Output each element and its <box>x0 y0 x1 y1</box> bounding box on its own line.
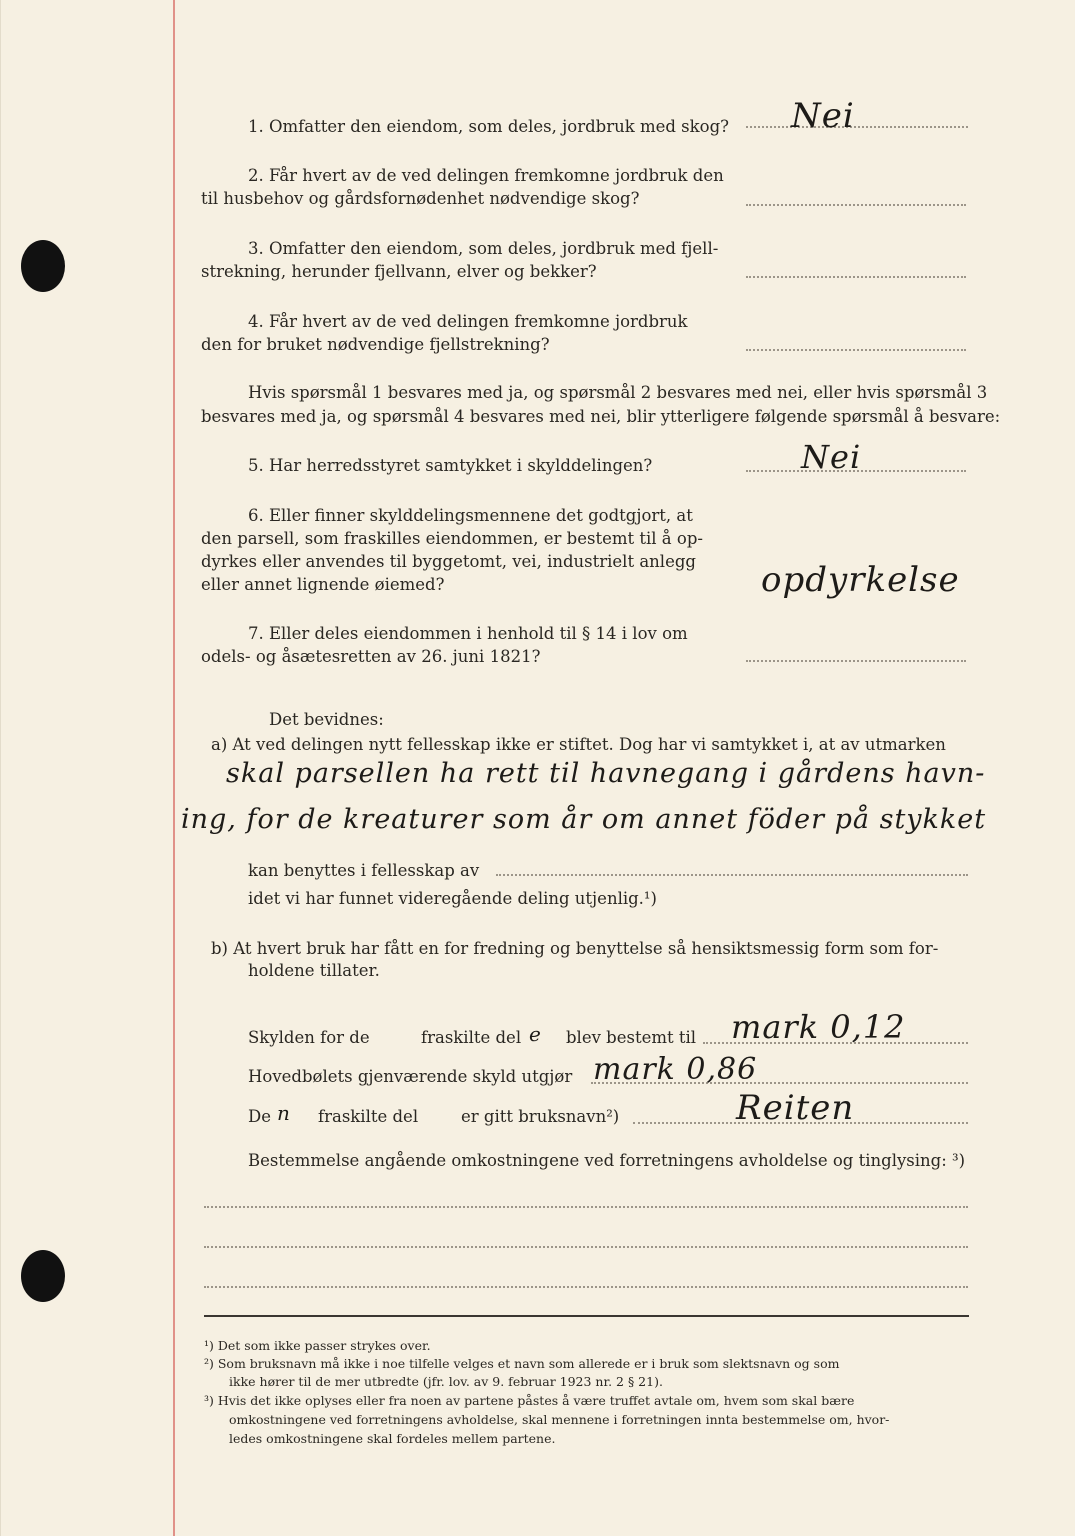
footnote-1: ¹) Det som ikke passer strykes over. <box>204 1338 431 1353</box>
question-5: 5. Har herredsstyret samtykket i skylddelingen? <box>248 456 653 475</box>
bruksnavn-label-a: De <box>248 1107 271 1126</box>
footnote-3-line-3: ledes omkostningene skal fordeles mellem partene. <box>229 1431 556 1446</box>
question-7-line-1: 7. Eller deles eiendommen i henhold til § 14 i lov om <box>248 624 688 643</box>
footnote-divider <box>204 1315 969 1317</box>
bruksnavn-handwritten-suffix: n <box>277 1101 291 1125</box>
remaining-skyld-label: Hovedbølets gjenværende skyld utgjør <box>248 1067 573 1086</box>
section-a-handwritten-line-1: skal parsellen ha rett til havnegang i gårdens havn- <box>226 758 986 789</box>
division-statement: idet vi har funnet videregående deling utjenlig.¹) <box>248 889 657 908</box>
bruksnavn-handwritten: Reiten <box>736 1088 855 1128</box>
section-a-handwritten-line-2: ing, for de kreaturer som år om annet föder på stykket <box>181 804 987 835</box>
section-b-line-2: holdene tillater. <box>248 961 380 980</box>
skyld-label-c: blev bestemt til <box>566 1028 697 1047</box>
punch-hole-bottom <box>21 1250 65 1302</box>
costs-line-3 <box>204 1286 968 1288</box>
margin-line <box>173 0 175 1536</box>
answer-line-4 <box>746 349 966 351</box>
question-6-line-2: den parsell, som fraskilles eiendommen, er bestemt til å op- <box>201 529 703 548</box>
footnote-3-line-2: omkostningene ved forretningens avholdelse, skal mennene i forretningen innta bestemmelse om, hvor- <box>229 1412 890 1427</box>
shared-use-line <box>496 874 968 876</box>
question-6-line-4: eller annet lignende øiemed? <box>201 575 445 594</box>
answer-6-handwritten: opdyrkelse <box>761 560 960 600</box>
question-3-line-2: strekning, herunder fjellvann, elver og bekker? <box>201 262 597 281</box>
question-7-line-2: odels- og åsætesretten av 26. juni 1821? <box>201 647 541 666</box>
footnote-2-line-1: ²) Som bruksnavn må ikke i noe tilfelle velges et navn som allerede er i bruk som slektsnavn og som <box>204 1356 840 1371</box>
footnote-3-line-1: ³) Hvis det ikke oplyses eller fra noen av partene påstes å være truffet avtale om, hvem som skal bære <box>204 1393 855 1408</box>
skyld-handwritten-value: mark 0,12 <box>731 1008 906 1046</box>
question-4-line-2: den for bruket nødvendige fjellstrekning? <box>201 335 550 354</box>
bruksnavn-label-c: er gitt bruksnavn²) <box>461 1107 620 1126</box>
skyld-label-b: fraskilte del <box>421 1028 522 1047</box>
answer-line-7 <box>746 660 966 662</box>
answer-line-3 <box>746 276 966 278</box>
answer-line-1 <box>746 126 968 128</box>
bruksnavn-label-b: fraskilte del <box>318 1107 419 1126</box>
costs-label: Bestemmelse angående omkostningene ved forretningens avholdelse og tinglysing: ³) <box>248 1151 966 1170</box>
question-4-line-1: 4. Får hvert av de ved delingen fremkomne jordbruk <box>248 312 688 331</box>
costs-line-2 <box>204 1246 968 1248</box>
condition-line-2: besvares med ja, og spørsmål 4 besvares med nei, blir ytterligere følgende spørsmål å besvare: <box>201 407 1001 426</box>
answer-line-2 <box>746 204 966 206</box>
answer-5-handwritten: Nei <box>801 438 862 476</box>
punch-hole-top <box>21 240 65 292</box>
question-6-line-1: 6. Eller finner skylddelingsmennene det godtgjort, at <box>248 506 693 525</box>
question-1: 1. Omfatter den eiendom, som deles, jordbruk med skog? <box>248 117 729 136</box>
skyld-label-a: Skylden for de <box>248 1028 370 1047</box>
costs-line-1 <box>204 1206 968 1208</box>
skyld-handwritten-suffix: e <box>529 1022 542 1046</box>
section-a-line: a) At ved delingen nytt fellesskap ikke er stiftet. Dog har vi samtykket i, at av utmarken <box>211 735 946 754</box>
question-3-line-1: 3. Omfatter den eiendom, som deles, jordbruk med fjell- <box>248 239 719 258</box>
condition-line-1: Hvis spørsmål 1 besvares med ja, og spørsmål 2 besvares med nei, eller hvis spørsmål 3 <box>248 383 988 402</box>
remaining-skyld-handwritten: mark 0,86 <box>593 1052 758 1087</box>
section-b-line-1: b) At hvert bruk har fått en for fredning og benyttelse så hensiktsmessig form som for- <box>211 939 939 958</box>
answer-1-handwritten: Nei <box>791 96 855 136</box>
question-2-line-1: 2. Får hvert av de ved delingen fremkomne jordbruk den <box>248 166 724 185</box>
footnote-2-line-2: ikke hører til de mer utbredte (jfr. lov. av 9. februar 1923 nr. 2 § 21). <box>229 1374 663 1389</box>
shared-use-label: kan benyttes i fellesskap av <box>248 861 480 880</box>
question-2-line-2: til husbehov og gårdsfornødenhet nødvendige skog? <box>201 189 640 208</box>
attestation-intro: Det bevidnes: <box>269 710 384 729</box>
question-6-line-3: dyrkes eller anvendes til byggetomt, vei, industrielt anlegg <box>201 552 696 571</box>
